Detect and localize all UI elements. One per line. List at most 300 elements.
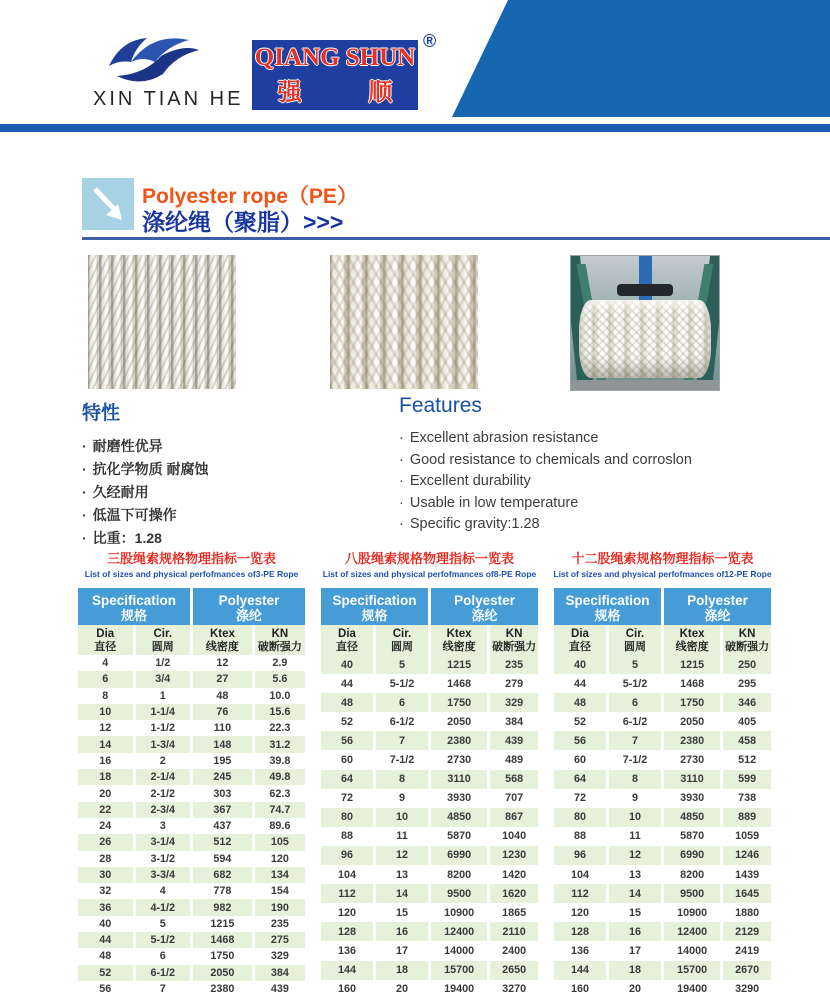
cell: 329 bbox=[270, 950, 289, 963]
spec-table-8pe bbox=[318, 552, 541, 999]
table-row bbox=[78, 818, 305, 834]
column-header: Cir. 圆周 bbox=[376, 625, 428, 655]
cell: 56 bbox=[321, 731, 373, 750]
feature-text: 低温下可操作 bbox=[92, 507, 177, 523]
cell: 27 bbox=[193, 671, 252, 687]
features-heading-en: Features bbox=[399, 394, 482, 417]
cell: 6-1/2 bbox=[622, 715, 648, 728]
feature-item bbox=[399, 471, 692, 493]
bullet-icon: · bbox=[82, 438, 87, 454]
cell: 48 bbox=[321, 693, 373, 712]
cell: 120 bbox=[270, 852, 289, 865]
cell: 439 bbox=[490, 731, 538, 750]
table-row bbox=[78, 851, 305, 867]
column-header: Cir. 圆周 bbox=[609, 625, 661, 655]
cell: 5870 bbox=[680, 830, 705, 843]
cell: 88 bbox=[340, 830, 353, 843]
cell: 52 bbox=[78, 965, 133, 981]
cell: 4-1/2 bbox=[136, 899, 191, 915]
cell: 3-1/2 bbox=[150, 852, 176, 865]
bullet-icon: · bbox=[399, 516, 404, 532]
cell: 1215 bbox=[210, 917, 235, 930]
cell: 235 bbox=[270, 917, 289, 930]
cell: 7-1/2 bbox=[389, 754, 415, 767]
cell: 4850 bbox=[664, 808, 720, 827]
cell: 3270 bbox=[502, 983, 527, 996]
column-header: KN 破断强力 bbox=[490, 625, 538, 655]
title-underline bbox=[82, 237, 830, 240]
cell: 384 bbox=[255, 965, 305, 981]
table-row bbox=[78, 981, 305, 997]
cell: 20 bbox=[99, 787, 112, 800]
bullet-icon: · bbox=[82, 484, 87, 500]
cell: 1-1/4 bbox=[136, 704, 191, 720]
table-row bbox=[321, 961, 538, 980]
cell: 867 bbox=[490, 808, 538, 827]
table-row bbox=[321, 808, 538, 827]
polyester-group-header: Polyester 涤纶 bbox=[193, 588, 305, 625]
cell: 3290 bbox=[735, 983, 760, 996]
table-row bbox=[78, 834, 305, 850]
cell: 160 bbox=[570, 983, 589, 996]
spec-table-12pe bbox=[551, 552, 774, 999]
cell: 3930 bbox=[680, 792, 705, 805]
cell: 738 bbox=[738, 792, 757, 805]
brand-name-en: QIANG SHUN bbox=[254, 43, 416, 71]
cell: 32 bbox=[99, 885, 112, 898]
product-title-cn: 涤纶绳（聚脂）>>> bbox=[142, 209, 344, 235]
cell: 19400 bbox=[677, 983, 708, 996]
cell: 6-1/2 bbox=[136, 965, 191, 981]
cell: 1059 bbox=[735, 830, 760, 843]
table-row bbox=[321, 865, 538, 884]
cell: 72 bbox=[573, 792, 586, 805]
cell: 39.8 bbox=[269, 754, 291, 767]
cell: 14 bbox=[376, 884, 428, 903]
cell: 195 bbox=[213, 754, 232, 767]
table-row bbox=[321, 922, 538, 941]
cell: 26 bbox=[78, 834, 133, 850]
cell: 144 bbox=[554, 961, 606, 980]
cell: 5-1/2 bbox=[136, 932, 191, 948]
table-row bbox=[321, 903, 538, 922]
table-row bbox=[554, 808, 771, 827]
cell: 1439 bbox=[735, 868, 760, 881]
cell: 1468 bbox=[193, 932, 252, 948]
cell: 105 bbox=[255, 834, 305, 850]
cell: 3/4 bbox=[136, 671, 191, 687]
cell: 346 bbox=[723, 693, 771, 712]
feature-text: Excellent abrasion resistance bbox=[409, 430, 599, 446]
table-row bbox=[554, 750, 771, 769]
cell: 594 bbox=[213, 852, 232, 865]
cell: 89.6 bbox=[269, 820, 291, 833]
cell: 15 bbox=[628, 906, 641, 919]
cell: 1620 bbox=[490, 884, 538, 903]
cell: 14 bbox=[609, 884, 661, 903]
table-title-en: List of sizes and physical perfofmances of8-PE Rope bbox=[322, 569, 537, 579]
cell: 15.6 bbox=[255, 704, 305, 720]
bullet-icon: · bbox=[82, 530, 87, 546]
cell: 2-1/2 bbox=[150, 787, 176, 800]
feature-text: Good resistance to chemicals and corroslon bbox=[409, 451, 692, 468]
product-title-en: Polyester rope（PE） bbox=[142, 185, 358, 208]
cell: 1246 bbox=[723, 846, 771, 865]
cell: 104 bbox=[337, 868, 356, 881]
cell: 64 bbox=[554, 770, 606, 789]
cell: 148 bbox=[193, 736, 252, 752]
cell: 489 bbox=[505, 754, 524, 767]
feature-text: 久经耐用 bbox=[92, 484, 149, 500]
cell: 62.3 bbox=[269, 787, 291, 800]
cell: 4 bbox=[102, 657, 109, 670]
cell: 2400 bbox=[502, 944, 527, 957]
cell: 2129 bbox=[723, 922, 771, 941]
specification-group-header: Specification 规格 bbox=[554, 588, 661, 625]
spec-table-3pe bbox=[75, 552, 308, 999]
cell: 3930 bbox=[447, 792, 472, 805]
feature-item bbox=[82, 504, 209, 527]
registered-trademark-icon: ® bbox=[423, 31, 437, 51]
cell: 64 bbox=[321, 770, 373, 789]
bullet-icon: · bbox=[82, 507, 87, 523]
cell: 96 bbox=[321, 846, 373, 865]
feature-item bbox=[399, 493, 692, 515]
feature-item bbox=[399, 514, 692, 536]
feature-text: Usable in low temperature bbox=[409, 494, 579, 511]
cell: 12 bbox=[216, 657, 229, 670]
cell: 14000 bbox=[677, 944, 708, 957]
table-row bbox=[321, 846, 538, 865]
bullet-icon: · bbox=[399, 494, 404, 511]
cell: 11 bbox=[396, 830, 408, 843]
cell: 44 bbox=[340, 677, 353, 690]
cell: 1215 bbox=[431, 655, 487, 674]
spec-tables-section bbox=[75, 552, 774, 999]
features-heading-cn: 特性 bbox=[82, 403, 121, 424]
cell: 275 bbox=[255, 932, 305, 948]
brand-badge bbox=[252, 40, 423, 110]
column-header: Cir. 圆周 bbox=[136, 625, 191, 655]
bullet-icon: · bbox=[399, 451, 404, 468]
feature-text: Specific gravity:1.28 bbox=[409, 516, 540, 532]
cell: 48 bbox=[216, 689, 229, 702]
cell: 1468 bbox=[680, 677, 705, 690]
spec-table bbox=[551, 588, 774, 999]
cell: 6 bbox=[159, 950, 166, 963]
cell: 36 bbox=[78, 899, 133, 915]
table-row bbox=[78, 899, 305, 915]
cell: 1880 bbox=[735, 906, 760, 919]
rope-photo-3-strand bbox=[88, 255, 236, 389]
cell: 40 bbox=[99, 917, 112, 930]
table-title-en: List of sizes and physical perfofmances of3-PE Rope bbox=[84, 569, 299, 579]
cell: 2419 bbox=[735, 944, 760, 957]
cell: 982 bbox=[193, 899, 252, 915]
cell: 3 bbox=[159, 820, 166, 833]
table-row bbox=[78, 671, 305, 687]
table-row bbox=[321, 674, 538, 693]
cell: 3110 bbox=[431, 770, 487, 789]
table-row bbox=[321, 712, 538, 731]
cell: 20 bbox=[628, 983, 641, 996]
cell: 18 bbox=[78, 769, 133, 785]
table-row bbox=[321, 655, 538, 674]
cell: 250 bbox=[723, 655, 771, 674]
cell: 4 bbox=[159, 885, 166, 898]
column-header: Ktex 线密度 bbox=[193, 625, 252, 655]
features-section-en bbox=[399, 394, 692, 536]
cell: 1/2 bbox=[155, 657, 171, 670]
cell: 128 bbox=[554, 922, 606, 941]
cell: 17 bbox=[395, 944, 408, 957]
cell: 6990 bbox=[431, 846, 487, 865]
table-row bbox=[554, 712, 771, 731]
table-row bbox=[321, 884, 538, 903]
cell: 12400 bbox=[431, 922, 487, 941]
cell: 24 bbox=[99, 820, 112, 833]
cell: 190 bbox=[255, 899, 305, 915]
table-title-cn: 十二股绳索规格物理指标一览表 bbox=[571, 551, 754, 566]
cell: 245 bbox=[193, 769, 252, 785]
cell: 7 bbox=[159, 983, 166, 996]
cell: 13 bbox=[628, 868, 641, 881]
column-header: Dia 直径 bbox=[78, 625, 133, 655]
cell: 2050 bbox=[447, 715, 472, 728]
company-logo bbox=[93, 30, 243, 116]
table-row bbox=[78, 785, 305, 801]
cell: 10900 bbox=[677, 906, 708, 919]
cell: 512 bbox=[738, 754, 757, 767]
cell: 439 bbox=[270, 983, 289, 996]
cell: 2380 bbox=[664, 731, 720, 750]
cell: 120 bbox=[570, 906, 589, 919]
table-row bbox=[554, 961, 771, 980]
cell: 5 bbox=[376, 655, 428, 674]
cell: 48 bbox=[99, 950, 112, 963]
table-row bbox=[78, 688, 305, 704]
cell: 6 bbox=[376, 693, 428, 712]
cell: 56 bbox=[99, 983, 112, 996]
table-row bbox=[78, 736, 305, 752]
cell: 5-1/2 bbox=[389, 677, 415, 690]
feature-text: 耐磨性优异 bbox=[92, 438, 163, 454]
cell: 235 bbox=[490, 655, 538, 674]
cell: 2380 bbox=[210, 983, 235, 996]
cell: 707 bbox=[505, 792, 524, 805]
table-row bbox=[554, 884, 771, 903]
cell: 1750 bbox=[210, 950, 235, 963]
cell: 49.8 bbox=[255, 769, 305, 785]
cell: 2730 bbox=[447, 754, 472, 767]
cell: 11 bbox=[629, 830, 641, 843]
table-row bbox=[554, 731, 771, 750]
rope-spool bbox=[579, 300, 711, 378]
cell: 5870 bbox=[447, 830, 472, 843]
feature-text: Excellent durability bbox=[409, 473, 531, 489]
cell: 72 bbox=[340, 792, 353, 805]
table-row bbox=[321, 731, 538, 750]
table-row bbox=[321, 789, 538, 808]
feature-text: 比重：1.28 bbox=[92, 530, 162, 546]
cell: 6 bbox=[78, 671, 133, 687]
table-row bbox=[78, 916, 305, 932]
cell: 1-1/2 bbox=[150, 722, 176, 735]
specification-group-header: Specification 规格 bbox=[321, 588, 428, 625]
cell: 7-1/2 bbox=[622, 754, 648, 767]
features-list-cn bbox=[82, 435, 209, 550]
cell: 154 bbox=[270, 885, 289, 898]
cell: 88 bbox=[573, 830, 586, 843]
cell: 31.2 bbox=[255, 736, 305, 752]
cell: 8 bbox=[102, 689, 109, 702]
cell: 144 bbox=[321, 961, 373, 980]
cell: 44 bbox=[573, 677, 586, 690]
table-row bbox=[554, 941, 771, 960]
cell: 458 bbox=[723, 731, 771, 750]
cell: 8200 bbox=[447, 868, 472, 881]
cell: 40 bbox=[321, 655, 373, 674]
cell: 14 bbox=[78, 736, 133, 752]
cell: 2.9 bbox=[272, 657, 288, 670]
cell: 9500 bbox=[431, 884, 487, 903]
brand-name-cn: 强 顺 bbox=[277, 78, 423, 106]
table-row bbox=[554, 674, 771, 693]
cell: 17 bbox=[628, 944, 641, 957]
cell: 6990 bbox=[664, 846, 720, 865]
table-row bbox=[554, 903, 771, 922]
spec-table bbox=[75, 588, 308, 997]
cell: 1 bbox=[159, 689, 166, 702]
cell: 128 bbox=[321, 922, 373, 941]
table-row bbox=[78, 655, 305, 671]
table-row bbox=[78, 704, 305, 720]
table-row bbox=[78, 769, 305, 785]
arrow-down-right-icon bbox=[82, 178, 134, 230]
cell: 80 bbox=[554, 808, 606, 827]
table-row bbox=[554, 655, 771, 674]
cell: 7 bbox=[376, 731, 428, 750]
cell: 10.0 bbox=[269, 689, 291, 702]
cell: 1230 bbox=[490, 846, 538, 865]
cell: 22 bbox=[78, 802, 133, 818]
table-title-en: List of sizes and physical perfofmances of12-PE Rope bbox=[553, 569, 772, 579]
rope-photo-spool-machine bbox=[570, 255, 720, 391]
cell: 1-3/4 bbox=[136, 736, 191, 752]
cell: 104 bbox=[570, 868, 589, 881]
table-row bbox=[554, 789, 771, 808]
cell: 2670 bbox=[723, 961, 771, 980]
cell: 329 bbox=[490, 693, 538, 712]
cell: 778 bbox=[213, 885, 232, 898]
cell: 110 bbox=[213, 722, 232, 735]
table-row bbox=[78, 753, 305, 769]
bullet-icon: · bbox=[399, 430, 404, 446]
cell: 22.3 bbox=[269, 722, 291, 735]
table-row bbox=[554, 770, 771, 789]
cell: 405 bbox=[738, 715, 757, 728]
cell: 56 bbox=[554, 731, 606, 750]
table-row bbox=[554, 846, 771, 865]
section-marker-square bbox=[82, 178, 134, 230]
table-row bbox=[321, 770, 538, 789]
table-row bbox=[554, 827, 771, 846]
feature-item bbox=[82, 458, 209, 481]
cell: 568 bbox=[490, 770, 538, 789]
table-row bbox=[321, 750, 538, 769]
cell: 3-3/4 bbox=[136, 867, 191, 883]
feature-item bbox=[399, 428, 692, 450]
table-row bbox=[78, 720, 305, 736]
polyester-group-header: Polyester 涤纶 bbox=[664, 588, 771, 625]
cell: 889 bbox=[723, 808, 771, 827]
cell: 13 bbox=[395, 868, 408, 881]
cell: 60 bbox=[340, 754, 353, 767]
cell: 10 bbox=[376, 808, 428, 827]
feature-item bbox=[82, 435, 209, 458]
cell: 74.7 bbox=[255, 802, 305, 818]
column-header: KN 破断强力 bbox=[723, 625, 771, 655]
cell: 14000 bbox=[444, 944, 475, 957]
table-row bbox=[78, 883, 305, 899]
cell: 76 bbox=[193, 704, 252, 720]
cell: 295 bbox=[738, 677, 757, 690]
cell: 1750 bbox=[431, 693, 487, 712]
cell: 1468 bbox=[447, 677, 472, 690]
column-header: Dia 直径 bbox=[554, 625, 606, 655]
bullet-icon: · bbox=[82, 461, 87, 477]
cell: 512 bbox=[193, 834, 252, 850]
table-title-cn: 八股绳索规格物理指标一览表 bbox=[344, 551, 514, 566]
cell: 9500 bbox=[664, 884, 720, 903]
machine-gear bbox=[617, 284, 673, 296]
cell: 15 bbox=[395, 906, 408, 919]
bird-swoosh-icon bbox=[103, 32, 223, 88]
machine-floor bbox=[571, 380, 719, 390]
cell: 2050 bbox=[193, 965, 252, 981]
table-row bbox=[554, 865, 771, 884]
cell: 303 bbox=[213, 787, 232, 800]
cell: 9 bbox=[631, 792, 638, 805]
cell: 1750 bbox=[664, 693, 720, 712]
cell: 80 bbox=[321, 808, 373, 827]
cell: 16 bbox=[99, 754, 112, 767]
cell: 134 bbox=[255, 867, 305, 883]
cell: 15700 bbox=[664, 961, 720, 980]
cell: 60 bbox=[573, 754, 586, 767]
cell: 2110 bbox=[490, 922, 538, 941]
cell: 8 bbox=[376, 770, 428, 789]
table-row bbox=[321, 941, 538, 960]
cell: 48 bbox=[554, 693, 606, 712]
header-divider-bar bbox=[0, 124, 830, 132]
column-header: Ktex 线密度 bbox=[664, 625, 720, 655]
column-header: Dia 直径 bbox=[321, 625, 373, 655]
cell: 12 bbox=[376, 846, 428, 865]
rope-photo-8-strand bbox=[330, 255, 478, 389]
table-row bbox=[554, 980, 771, 999]
cell: 160 bbox=[337, 983, 356, 996]
cell: 7 bbox=[609, 731, 661, 750]
cell: 5 bbox=[159, 917, 166, 930]
cell: 10 bbox=[78, 704, 133, 720]
cell: 8200 bbox=[680, 868, 705, 881]
table-title-cn: 三股绳索规格物理指标一览表 bbox=[106, 551, 276, 566]
cell: 8 bbox=[609, 770, 661, 789]
cell: 2650 bbox=[490, 961, 538, 980]
cell: 2 bbox=[159, 754, 166, 767]
cell: 2-1/4 bbox=[136, 769, 191, 785]
